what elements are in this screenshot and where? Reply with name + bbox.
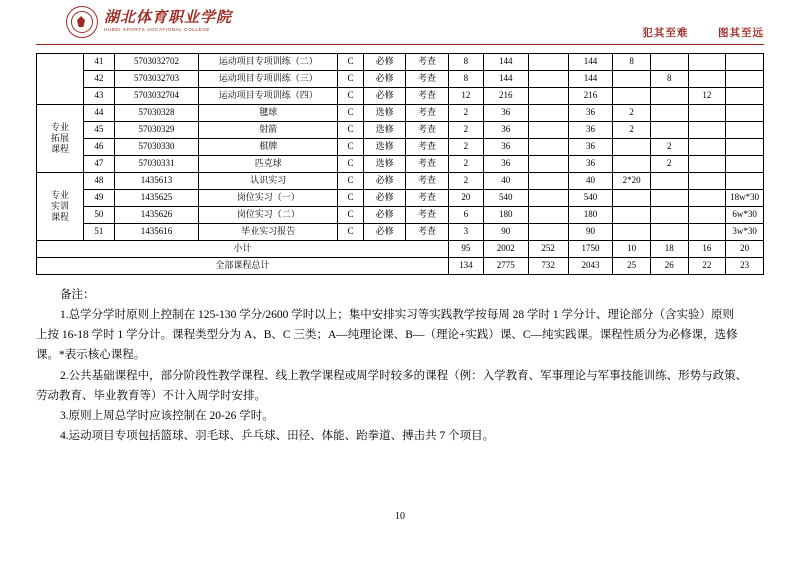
page-number: 10: [395, 511, 405, 522]
row-code: 1435626: [114, 207, 199, 224]
row-exam: 考查: [406, 156, 448, 173]
row-type: C: [338, 105, 364, 122]
row-sem4: 6w*30: [726, 207, 764, 224]
subtotal-sem1: 10: [613, 241, 651, 258]
row-sem1: [613, 224, 651, 241]
row-sem3: [688, 156, 726, 173]
row-prop: 必修: [363, 88, 405, 105]
row-sem2: [650, 88, 688, 105]
note-1-line-2: 上按 16-18 学时 1 学分计。课程类型分为 A、B、C 三类；A—纯理论课、B—（理论+实践）课、C—纯实践课。课程性质分为必修课，选修: [36, 329, 738, 342]
row-hours: 36: [483, 139, 528, 156]
motto-right: 图其至远: [718, 28, 764, 39]
curriculum-table: [36, 53, 764, 275]
table-total-row: [37, 258, 764, 275]
row-sem1: [613, 190, 651, 207]
row-sem4: 18w*30: [726, 190, 764, 207]
row-name: 毕业实习报告: [199, 224, 338, 241]
note-2-line-1: 2.公共基础课程中，部分阶段性教学课程、线上教学课程或周学时较多的课程（例：入学教育、军事理论与军事技能训练、形势与政策、: [60, 369, 748, 382]
row-prop: 必修: [363, 190, 405, 207]
row-type: C: [338, 224, 364, 241]
row-name: 岗位实习（二）: [199, 207, 338, 224]
row-sem3: [688, 173, 726, 190]
table-row: [37, 71, 764, 88]
row-prop: 必修: [363, 224, 405, 241]
row-sem4: [726, 156, 764, 173]
row-name: 认识实习: [199, 173, 338, 190]
row-type: C: [338, 173, 364, 190]
row-type: C: [338, 156, 364, 173]
row-code: 1435613: [114, 173, 199, 190]
row-exam: 考查: [406, 207, 448, 224]
row-practice: 180: [568, 207, 613, 224]
row-credit: 2: [448, 156, 483, 173]
row-exam: 考查: [406, 173, 448, 190]
subtotal-credit: 95: [448, 241, 483, 258]
row-exam: 考查: [406, 54, 448, 71]
row-exam: 考查: [406, 122, 448, 139]
row-sem3: [688, 105, 726, 122]
row-name: 射箭: [199, 122, 338, 139]
row-sem1: 2*20: [613, 173, 651, 190]
row-name: 运动项目专项训练（四）: [199, 88, 338, 105]
table-row: [37, 105, 764, 122]
row-credit: 8: [448, 71, 483, 88]
row-hours: 90: [483, 224, 528, 241]
row-exam: 考查: [406, 105, 448, 122]
row-name: 毽球: [199, 105, 338, 122]
header-motto: [616, 25, 764, 40]
row-sem3: [688, 122, 726, 139]
table-row: [37, 224, 764, 241]
row-code: 1435616: [114, 224, 199, 241]
subtotal-label: 小计: [37, 241, 449, 258]
row-sem4: [726, 122, 764, 139]
subtotal-sem3: 16: [688, 241, 726, 258]
row-prop: 必修: [363, 54, 405, 71]
row-no: 51: [84, 224, 115, 241]
row-type: C: [338, 190, 364, 207]
note-2-line-2: 劳动教育、毕业教育等）不计入周学时安排。: [36, 389, 266, 402]
row-sem1: [613, 207, 651, 224]
row-practice: 36: [568, 156, 613, 173]
row-practice: 40: [568, 173, 613, 190]
row-hours: 36: [483, 122, 528, 139]
total-hours: 2775: [483, 258, 528, 275]
row-sem2: 2: [650, 156, 688, 173]
total-sem3: 22: [688, 258, 726, 275]
row-theory: [528, 173, 568, 190]
row-credit: 2: [448, 139, 483, 156]
row-sem1: [613, 156, 651, 173]
row-no: 43: [84, 88, 115, 105]
row-prop: 选修: [363, 139, 405, 156]
page-header: [36, 0, 764, 44]
row-exam: 考查: [406, 88, 448, 105]
row-hours: 36: [483, 156, 528, 173]
row-sem1: 2: [613, 105, 651, 122]
row-exam: 考查: [406, 190, 448, 207]
row-theory: [528, 71, 568, 88]
row-sem4: [726, 173, 764, 190]
category-line-3: 课程: [51, 144, 70, 155]
table-row: [37, 156, 764, 173]
row-hours: 144: [483, 71, 528, 88]
row-type: C: [338, 207, 364, 224]
row-credit: 2: [448, 105, 483, 122]
row-type: C: [338, 54, 364, 71]
row-no: 45: [84, 122, 115, 139]
row-theory: [528, 88, 568, 105]
notes-title: 备注：: [60, 289, 95, 301]
row-sem3: [688, 71, 726, 88]
row-hours: 216: [483, 88, 528, 105]
row-sem4: [726, 105, 764, 122]
row-sem1: [613, 88, 651, 105]
row-practice: 216: [568, 88, 613, 105]
note-4: 4.运动项目专项包括篮球、羽毛球、乒乓球、田径、体能、跆拳道、搏击共 7 个项目。: [60, 429, 495, 442]
row-no: 41: [84, 54, 115, 71]
category-line-2: 拓展: [51, 132, 70, 143]
row-code: 1435625: [114, 190, 199, 207]
subtotal-practice: 1750: [568, 241, 613, 258]
row-sem4: 3w*30: [726, 224, 764, 241]
total-sem2: 26: [650, 258, 688, 275]
row-theory: [528, 224, 568, 241]
row-theory: [528, 105, 568, 122]
row-no: 48: [84, 173, 115, 190]
row-no: 46: [84, 139, 115, 156]
row-exam: 考查: [406, 224, 448, 241]
category-line-2: 实训: [51, 200, 70, 211]
row-sem3: [688, 54, 726, 71]
total-credit: 134: [448, 258, 483, 275]
row-sem2: [650, 54, 688, 71]
row-sem4: [726, 54, 764, 71]
row-practice: 144: [568, 54, 613, 71]
row-practice: 36: [568, 105, 613, 122]
row-code: 57030331: [114, 156, 199, 173]
row-sem2: [650, 173, 688, 190]
note-1-line-1: 1.总学分学时原则上控制在 125-130 学分/2600 学时以上；集中安排实习等实践教学按每周 28 学时 1 学分计、理论部分（含实验）原则: [60, 309, 735, 322]
row-theory: [528, 156, 568, 173]
row-prop: 必修: [363, 173, 405, 190]
row-credit: 12: [448, 88, 483, 105]
row-name: 棋牌: [199, 139, 338, 156]
row-hours: 540: [483, 190, 528, 207]
table-row: [37, 207, 764, 224]
row-code: 5703032703: [114, 71, 199, 88]
row-credit: 3: [448, 224, 483, 241]
row-category: [37, 54, 84, 105]
total-sem1: 25: [613, 258, 651, 275]
row-practice: 90: [568, 224, 613, 241]
row-credit: 2: [448, 122, 483, 139]
college-name-block: [104, 11, 232, 34]
total-practice: 2043: [568, 258, 613, 275]
total-sem4: 23: [726, 258, 764, 275]
row-sem2: [650, 224, 688, 241]
table-subtotal-row: [37, 241, 764, 258]
row-name: 运动项目专项训练（三）: [199, 71, 338, 88]
row-sem2: [650, 122, 688, 139]
row-category: [37, 173, 84, 241]
row-name: 岗位实习（一）: [199, 190, 338, 207]
row-no: 49: [84, 190, 115, 207]
row-no: 50: [84, 207, 115, 224]
row-sem4: [726, 88, 764, 105]
category-line-1: 专业: [51, 189, 70, 200]
table-row: [37, 173, 764, 190]
row-sem2: [650, 190, 688, 207]
row-name: 匹克球: [199, 156, 338, 173]
table-row: [37, 139, 764, 156]
row-hours: 144: [483, 54, 528, 71]
subtotal-hours: 2002: [483, 241, 528, 258]
note-1-line-3: 课。*表示核心课程。: [36, 349, 146, 362]
row-no: 47: [84, 156, 115, 173]
header-divider: [36, 44, 764, 45]
college-name-en: HUBEI SPORTS VOCATIONAL COLLEGE: [104, 27, 211, 33]
row-credit: 8: [448, 54, 483, 71]
row-sem4: [726, 139, 764, 156]
row-credit: 2: [448, 173, 483, 190]
row-exam: 考查: [406, 71, 448, 88]
college-logo: [66, 6, 232, 38]
row-code: 57030328: [114, 105, 199, 122]
row-sem4: [726, 71, 764, 88]
table-row: [37, 54, 764, 71]
row-type: C: [338, 71, 364, 88]
total-theory: 732: [528, 258, 568, 275]
row-sem2: [650, 207, 688, 224]
row-prop: 选修: [363, 156, 405, 173]
row-sem1: 2: [613, 122, 651, 139]
motto-left: 犯其至难: [642, 28, 689, 39]
row-sem1: 8: [613, 54, 651, 71]
row-prop: 选修: [363, 105, 405, 122]
row-sem1: [613, 71, 651, 88]
row-prop: 必修: [363, 207, 405, 224]
row-type: C: [338, 139, 364, 156]
row-code: 57030329: [114, 122, 199, 139]
college-seal-icon: [66, 6, 98, 38]
row-theory: [528, 207, 568, 224]
row-practice: 540: [568, 190, 613, 207]
row-theory: [528, 139, 568, 156]
row-hours: 180: [483, 207, 528, 224]
row-sem2: 2: [650, 139, 688, 156]
category-line-1: 专业: [51, 121, 70, 132]
row-credit: 20: [448, 190, 483, 207]
row-practice: 36: [568, 139, 613, 156]
row-sem3: [688, 190, 726, 207]
row-sem2: 8: [650, 71, 688, 88]
note-3: 3.原则上周总学时应该控制在 20-26 学时。: [60, 409, 274, 422]
row-exam: 考查: [406, 139, 448, 156]
total-label: 全部课程总计: [37, 258, 449, 275]
table-row: [37, 122, 764, 139]
row-category: [37, 105, 84, 173]
row-sem2: [650, 105, 688, 122]
row-type: C: [338, 88, 364, 105]
row-hours: 40: [483, 173, 528, 190]
row-code: 57030330: [114, 139, 199, 156]
row-prop: 选修: [363, 122, 405, 139]
category-line-3: 课程: [51, 212, 70, 223]
row-no: 42: [84, 71, 115, 88]
row-practice: 36: [568, 122, 613, 139]
row-theory: [528, 122, 568, 139]
row-practice: 144: [568, 71, 613, 88]
subtotal-theory: 252: [528, 241, 568, 258]
college-name-cn: 湖北体育职业学院: [104, 9, 233, 26]
table-row: [37, 190, 764, 207]
row-no: 44: [84, 105, 115, 122]
row-theory: [528, 54, 568, 71]
row-theory: [528, 190, 568, 207]
row-sem3: [688, 139, 726, 156]
row-code: 5703032704: [114, 88, 199, 105]
row-name: 运动项目专项训练（二）: [199, 54, 338, 71]
row-prop: 必修: [363, 71, 405, 88]
notes-section: [36, 285, 764, 446]
row-hours: 36: [483, 105, 528, 122]
row-sem1: [613, 139, 651, 156]
row-credit: 6: [448, 207, 483, 224]
table-row: [37, 88, 764, 105]
row-sem3: [688, 224, 726, 241]
subtotal-sem4: 20: [726, 241, 764, 258]
row-sem3: [688, 207, 726, 224]
row-type: C: [338, 122, 364, 139]
subtotal-sem2: 18: [650, 241, 688, 258]
row-code: 5703032702: [114, 54, 199, 71]
row-sem3: 12: [688, 88, 726, 105]
